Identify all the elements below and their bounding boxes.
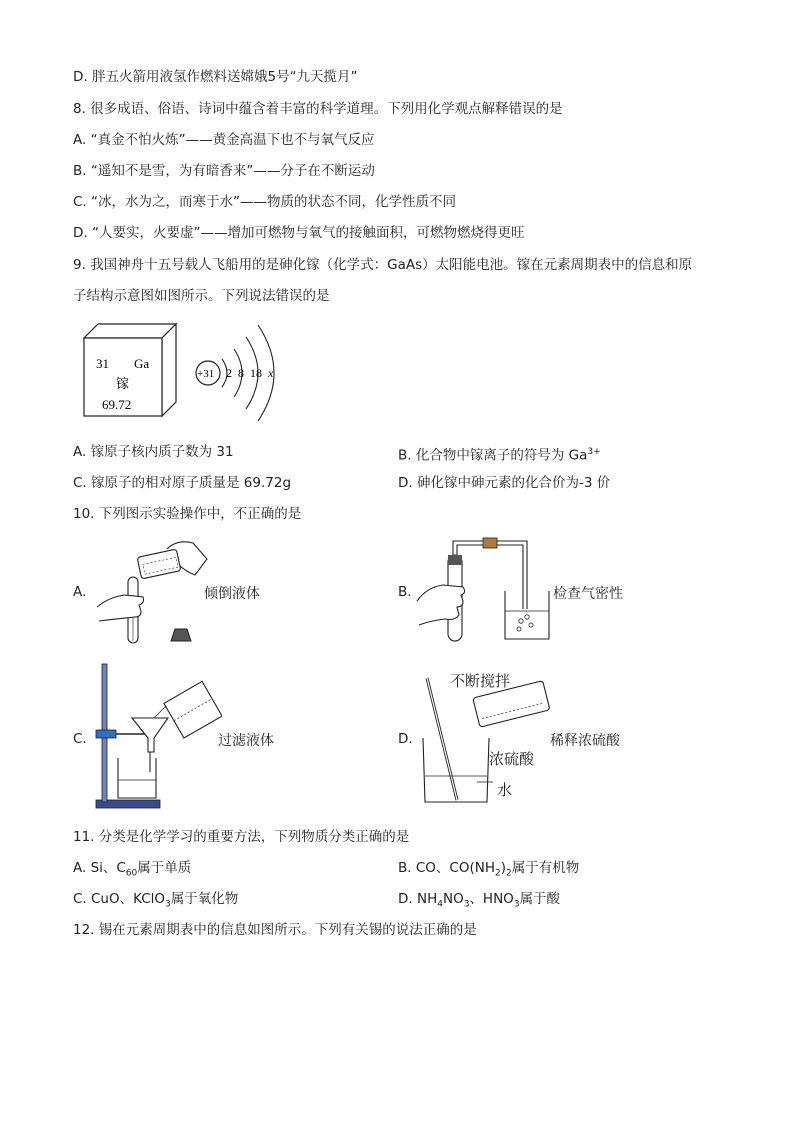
element-name: 镓 [116, 377, 130, 392]
airtightness-check-figure [415, 535, 555, 645]
dilute-acid-figure [415, 672, 555, 807]
shell-1-electrons: 2 [226, 366, 232, 380]
element-symbol: Ga [134, 356, 150, 371]
q10-option-d-caption: 稀释浓硫酸 [550, 733, 620, 749]
q10-option-d-label: D. [398, 731, 413, 747]
question-9-stem-line1: 9. 我国神舟十五号载人飞船用的是砷化镓（化学式：GaAs）太阳能电池。镓在元素周期表中的信息和原 [73, 257, 693, 273]
stir-label: 不断搅拌 [450, 672, 511, 690]
q9-option-d: D. 砷化镓中砷元素的化合价为-3 价 [398, 475, 611, 491]
acid-label: 浓硫酸 [489, 750, 535, 768]
shell-2-electrons: 8 [238, 366, 244, 380]
filter-liquid-figure [92, 660, 222, 812]
q9-option-a: A. 镓原子核内质子数为 31 [73, 444, 234, 460]
question-10-stem: 10. 下列图示实验操作中，不正确的是 [73, 506, 302, 522]
q10-option-c-caption: 过滤液体 [218, 733, 274, 749]
atom-structure-diagram [190, 315, 290, 430]
question-11-stem: 11. 分类是化学学习的重要方法，下列物质分类正确的是 [73, 829, 410, 845]
q8-option-c: C. “冰，水为之，而寒于水”——物质的状态不同，化学性质不同 [73, 194, 456, 210]
q8-option-d: D. “人要实，火要虚”——增加可燃物与氧气的接触面积，可燃物燃烧得更旺 [73, 225, 525, 241]
q8-option-b: B. “遥知不是雪，为有暗香来”——分子在不断运动 [73, 163, 375, 179]
q11-option-b: B. CO、$CO(NH_2)_2$属于有机物 [398, 860, 580, 879]
q8-option-a: A. “真金不怕火炼”——黄金高温下也不与氧气反应 [73, 132, 375, 148]
water-label: 水 [497, 781, 513, 799]
shell-3-electrons: 18 [250, 366, 262, 380]
element-mass: 69.72 [102, 397, 132, 412]
q10-option-b-caption: 检查气密性 [553, 586, 623, 602]
shell-4-electrons: x [268, 366, 274, 380]
q9-option-b: B. 化合物中镓离子的符号为 $Ga^{3+}$ [398, 447, 601, 464]
q9-option-c: C. 镓原子的相对原子质量是 69.72g [73, 475, 292, 491]
nucleus-charge: +31 [197, 368, 215, 380]
q10-option-c-label: C. [73, 731, 87, 747]
question-8-stem: 8. 很多成语、俗语、诗词中蕴含着丰富的科学道理。下列用化学观点解释错误的是 [73, 101, 563, 117]
q7-option-d: D. 胖五火箭用液氢作燃料送嫦娥5号“九天揽月” [73, 69, 358, 85]
q10-option-a-label: A. [73, 584, 87, 600]
q11-option-c: C. CuO、KClO$_3$属于氧化物 [73, 891, 239, 910]
q11-option-a: A. Si、$C_{60}$属于单质 [73, 860, 192, 879]
pour-liquid-figure [95, 535, 210, 653]
question-9-stem-line2: 子结构示意图如图所示。下列说法错误的是 [73, 288, 330, 304]
q11-option-d: D. $NH_4NO_3$、$HNO_3$属于酸 [398, 891, 561, 910]
element-number: 31 [96, 356, 109, 371]
q10-option-a-caption: 倾倒液体 [204, 586, 260, 602]
question-12-stem: 12. 锡在元素周期表中的信息如图所示。下列有关锡的说法正确的是 [73, 922, 477, 938]
q10-option-b-label: B. [398, 584, 412, 600]
element-card-gallium [80, 320, 180, 420]
